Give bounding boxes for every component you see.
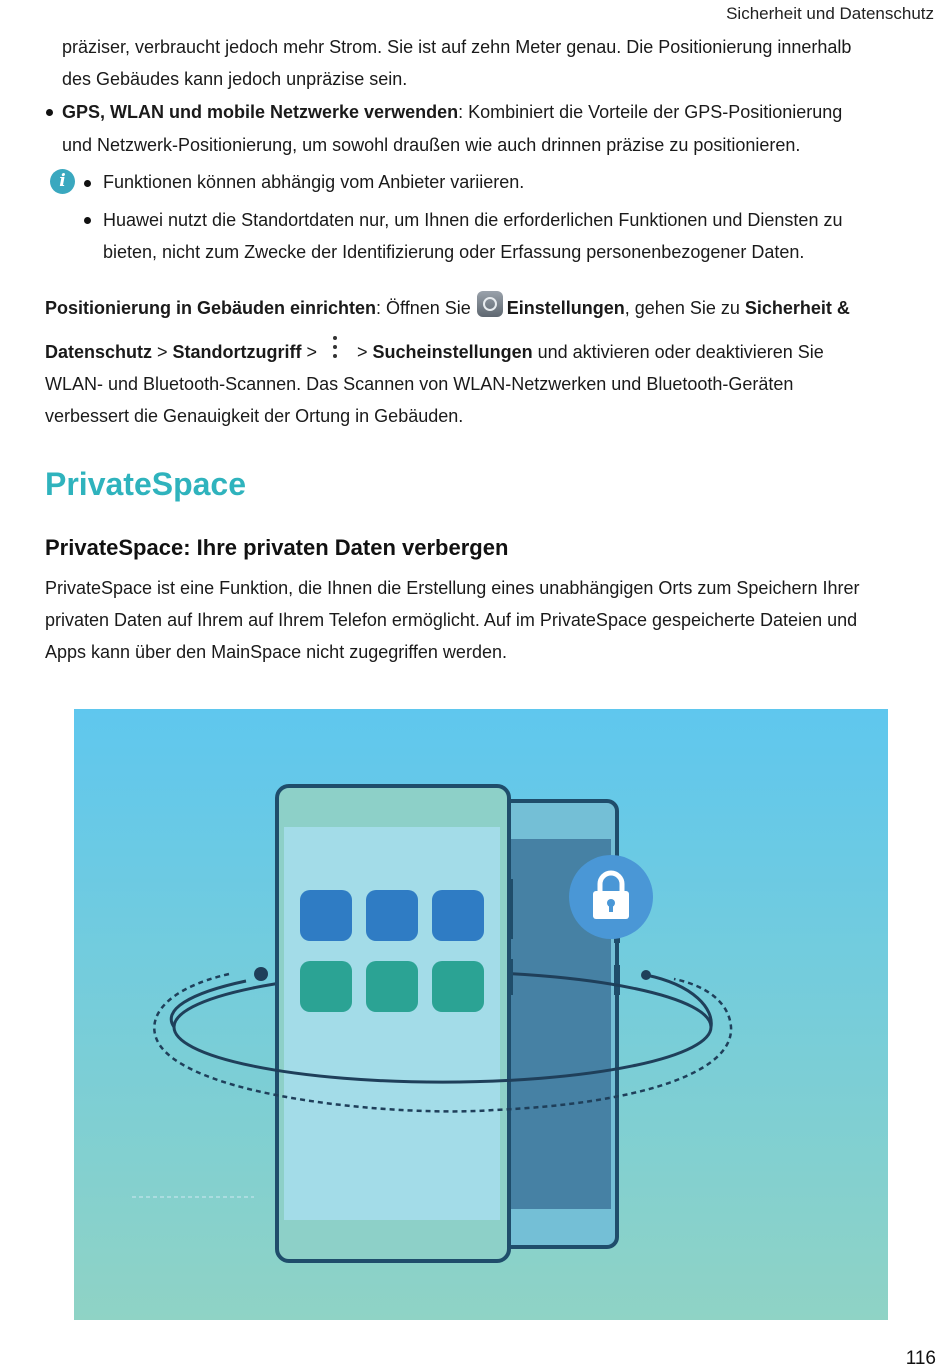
indoor-line-3: WLAN- und Bluetooth-Scannen. Das Scannen von WLAN-Netzwerken und Bluetooth-Geräten bbox=[45, 374, 794, 394]
settings-app-icon bbox=[477, 291, 503, 317]
separator: > bbox=[152, 342, 173, 362]
security-label: Sicherheit & bbox=[744, 298, 850, 318]
indoor-label: Positionierung in Gebäuden einrichten bbox=[45, 298, 377, 318]
illustration-svg bbox=[74, 709, 888, 1320]
more-options-icon bbox=[327, 336, 343, 364]
separator: > bbox=[301, 342, 318, 362]
gps-bullet-line-1 bbox=[62, 96, 842, 128]
subsection-title: PrivateSpace: Ihre privaten Daten verbergen bbox=[45, 535, 509, 560]
note-bullet-dot bbox=[84, 180, 91, 187]
bullet-dot bbox=[46, 109, 53, 116]
private-space-illustration bbox=[74, 709, 888, 1320]
private-space-line-3: Apps kann über den MainSpace nicht zugegriffen werden. bbox=[45, 642, 507, 662]
gps-bullet-text: : Kombiniert die Vorteile der GPS-Positionierung bbox=[458, 102, 843, 122]
location-access-label: Standortzugriff bbox=[172, 342, 302, 362]
indoor-line-1 bbox=[45, 291, 850, 324]
section-title: PrivateSpace bbox=[45, 466, 247, 502]
indoor-goto-text: , gehen Sie zu bbox=[624, 298, 740, 318]
app-icon bbox=[300, 890, 352, 941]
private-space-line-2: privaten Daten auf Ihrem auf Ihrem Telefon ermöglicht. Auf im PrivateSpace gespeicherte Dateien und bbox=[45, 610, 858, 630]
indoor-rest-text: und aktivieren oder deaktivieren Sie bbox=[532, 342, 824, 362]
app-icon bbox=[366, 961, 418, 1012]
lock-icon bbox=[569, 855, 653, 939]
intro-line-2: des Gebäudes kann jedoch unpräzise sein. bbox=[62, 69, 408, 89]
info-icon: i bbox=[50, 169, 75, 194]
orbit-dot bbox=[254, 967, 268, 981]
settings-label: Einstellungen bbox=[506, 298, 625, 318]
page-number: 116 bbox=[905, 1348, 936, 1369]
separator: > bbox=[357, 342, 373, 362]
app-icon bbox=[432, 961, 484, 1012]
note-item-1: Funktionen können abhängig vom Anbieter variieren. bbox=[103, 172, 525, 192]
private-space-line-1: PrivateSpace ist eine Funktion, die Ihnen die Erstellung eines unabhängigen Orts zum Speichern Ihrer bbox=[45, 578, 860, 598]
indoor-line-2 bbox=[45, 336, 824, 368]
app-icon bbox=[300, 961, 352, 1012]
search-settings-label: Sucheinstellungen bbox=[372, 342, 533, 362]
gps-bullet-title: GPS, WLAN und mobile Netzwerke verwenden bbox=[62, 102, 459, 122]
note-item-2-line-2: bieten, nicht zum Zwecke der Identifizierung oder Erfassung personenbezogener Daten. bbox=[103, 242, 805, 262]
indoor-open-text: : Öffnen Sie bbox=[376, 298, 471, 318]
indoor-line-4: verbessert die Genauigkeit der Ortung in Gebäuden. bbox=[45, 406, 464, 426]
note-bullet-dot bbox=[84, 217, 91, 224]
app-icon bbox=[366, 890, 418, 941]
privacy-label: Datenschutz bbox=[45, 342, 153, 362]
front-phone bbox=[277, 786, 513, 1261]
intro-line-1: präziser, verbraucht jedoch mehr Strom. Sie ist auf zehn Meter genau. Die Positionierung innerhalb bbox=[62, 37, 852, 57]
app-icon bbox=[432, 890, 484, 941]
gps-bullet-line-2: und Netzwerk-Positionierung, um sowohl draußen wie auch drinnen präzise zu positionieren. bbox=[62, 135, 801, 155]
page-header: Sicherheit und Datenschutz bbox=[726, 4, 934, 23]
note-item-2-line-1: Huawei nutzt die Standortdaten nur, um Ihnen die erforderlichen Funktionen und Diensten zu bbox=[103, 210, 843, 230]
